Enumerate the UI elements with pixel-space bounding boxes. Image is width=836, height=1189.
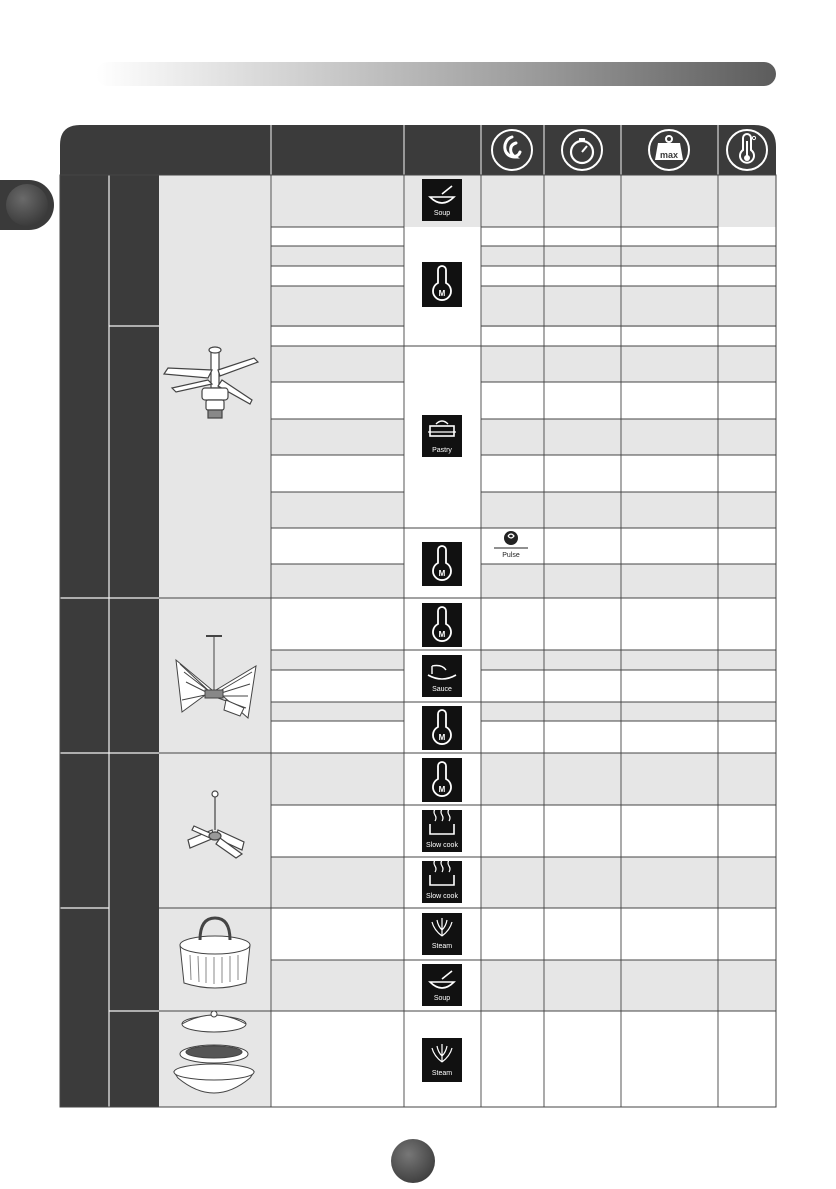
subcategory-column bbox=[109, 175, 159, 1107]
program-soup-label: Soup bbox=[433, 210, 451, 217]
max-label: max bbox=[659, 150, 679, 160]
program-steam-tile bbox=[422, 1038, 462, 1082]
program-manual-label: M bbox=[438, 785, 446, 794]
program-slow-cook-label: Slow cook bbox=[426, 842, 458, 849]
program-slow-cook-tile bbox=[422, 809, 462, 852]
program-soup-label: Soup bbox=[433, 995, 451, 1002]
program-sauce-tile bbox=[422, 655, 462, 697]
program-manual-icon bbox=[422, 262, 462, 307]
program-manual-label: M bbox=[438, 630, 446, 639]
program-manual-icon bbox=[422, 706, 462, 750]
program-manual-icon bbox=[422, 542, 462, 586]
program-manual-icon bbox=[422, 603, 462, 647]
program-manual-label: M bbox=[438, 733, 446, 742]
program-soup-tile bbox=[422, 964, 462, 1006]
program-slow-cook-tile bbox=[422, 860, 462, 903]
program-manual-icon bbox=[422, 758, 462, 802]
program-soup-tile bbox=[422, 179, 462, 221]
program-manual-label: M bbox=[438, 569, 446, 578]
program-manual-label: M bbox=[438, 289, 446, 298]
shaded-rows bbox=[271, 175, 776, 1011]
steamer-accessory-image bbox=[174, 1011, 254, 1093]
program-slow-cook-label: Slow cook bbox=[426, 893, 458, 900]
program-steam-label: Steam bbox=[431, 943, 453, 950]
category-column bbox=[60, 175, 109, 1107]
pulse-icon bbox=[494, 531, 528, 559]
program-pastry-label: Pastry bbox=[432, 447, 452, 454]
pulse-label: Pulse bbox=[502, 552, 520, 559]
program-steam-label: Steam bbox=[431, 1070, 453, 1077]
program-steam-tile bbox=[422, 913, 462, 955]
program-sauce-label: Sauce bbox=[432, 686, 452, 693]
program-pastry-tile bbox=[422, 415, 462, 457]
